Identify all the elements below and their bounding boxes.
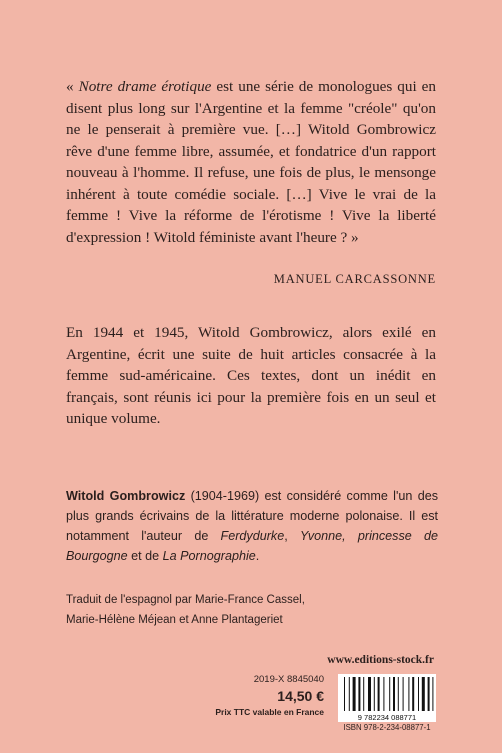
barcode-bar: [363, 677, 364, 711]
barcode-bar: [374, 677, 375, 711]
barcode-bar: [428, 677, 430, 711]
bio-end: .: [255, 549, 260, 563]
barcode-bar: [408, 677, 409, 711]
barcode-bar: [383, 677, 384, 711]
bio-separator: et de: [127, 549, 163, 563]
barcode-bar: [403, 677, 404, 711]
barcode-bar: [422, 677, 425, 711]
work-title: La Pornographie: [162, 549, 256, 563]
barcode-bar: [418, 677, 419, 711]
barcode-graphic: [338, 674, 436, 722]
barcode-bar: [432, 677, 433, 711]
barcode-bar: [378, 677, 380, 711]
author-name: Witold Gombrowicz: [66, 489, 186, 503]
barcode-bar: [344, 677, 345, 711]
back-cover-quote: [66, 76, 436, 248]
barcode-digits: 9 782234 088771: [357, 713, 417, 722]
work-title: Yvonne, princesse de Bourgogne: [66, 529, 438, 563]
price-block: [214, 673, 324, 719]
barcode-bar: [393, 677, 395, 711]
quote-text: est une série de monologues qui en disent plus long sur l'Argentine et la femme "créole" qu'on ne le penserait à première vue. […] Witold Gombrowicz rêve d'une femme libre, assumée, et fondatrice d'un rapport nouveau à l'homme. Il refuse, une fois de plus, le mensonge inhérent à toute comédie sociale. […] Vive le vrai de la femme ! Vive la réforme de l'érotisme ! Vive la liberté d'expression ! Witold féministe avant l'heure ? »: [66, 78, 437, 246]
barcode-bar: [358, 677, 360, 711]
quote-author: MANUEL CARCASSONNE: [273, 272, 436, 286]
credits-line: Traduit de l'espagnol par Marie-France Cassel,: [66, 594, 305, 606]
price-note: Prix TTC valable en France: [215, 707, 324, 717]
product-codes: 2019-X 8845040: [253, 674, 324, 685]
barcode-bar: [349, 677, 350, 711]
barcode-bar: [398, 677, 399, 711]
bio-separator: ,: [284, 529, 300, 543]
isbn-label: ISBN 978-2-234-08877-1: [343, 723, 431, 732]
work-title: Ferdydurke: [220, 529, 285, 543]
barcode-bar: [353, 677, 356, 711]
barcode-bar: [389, 677, 390, 711]
quote-open-mark: «: [66, 78, 79, 95]
barcode-bar: [412, 677, 414, 711]
publisher-website: www.editions-stock.fr: [327, 654, 434, 666]
translation-credits: [66, 590, 346, 630]
credits-line: Marie-Hélène Méjean et Anne Plantageriet: [66, 614, 283, 626]
bio-text: (1904-1969) est considéré comme l'un des plus grands écrivains de la littérature moderne polonaise. Il est notamment l'auteur de: [66, 489, 438, 543]
price-amount: 14,50 €: [277, 688, 324, 704]
author-bio: [66, 486, 438, 566]
book-summary: En 1944 et 1945, Witold Gombrowicz, alors exilé en Argentine, écrit une suite de huit articles consacrée à la femme sud-américaine. Ces textes, dont un inédit en français, sont réunis ici pour la première fois en un seul et unique volume.: [66, 324, 436, 427]
book-title-italic: Notre drame érotique: [78, 78, 212, 95]
barcode-bar: [368, 677, 371, 711]
